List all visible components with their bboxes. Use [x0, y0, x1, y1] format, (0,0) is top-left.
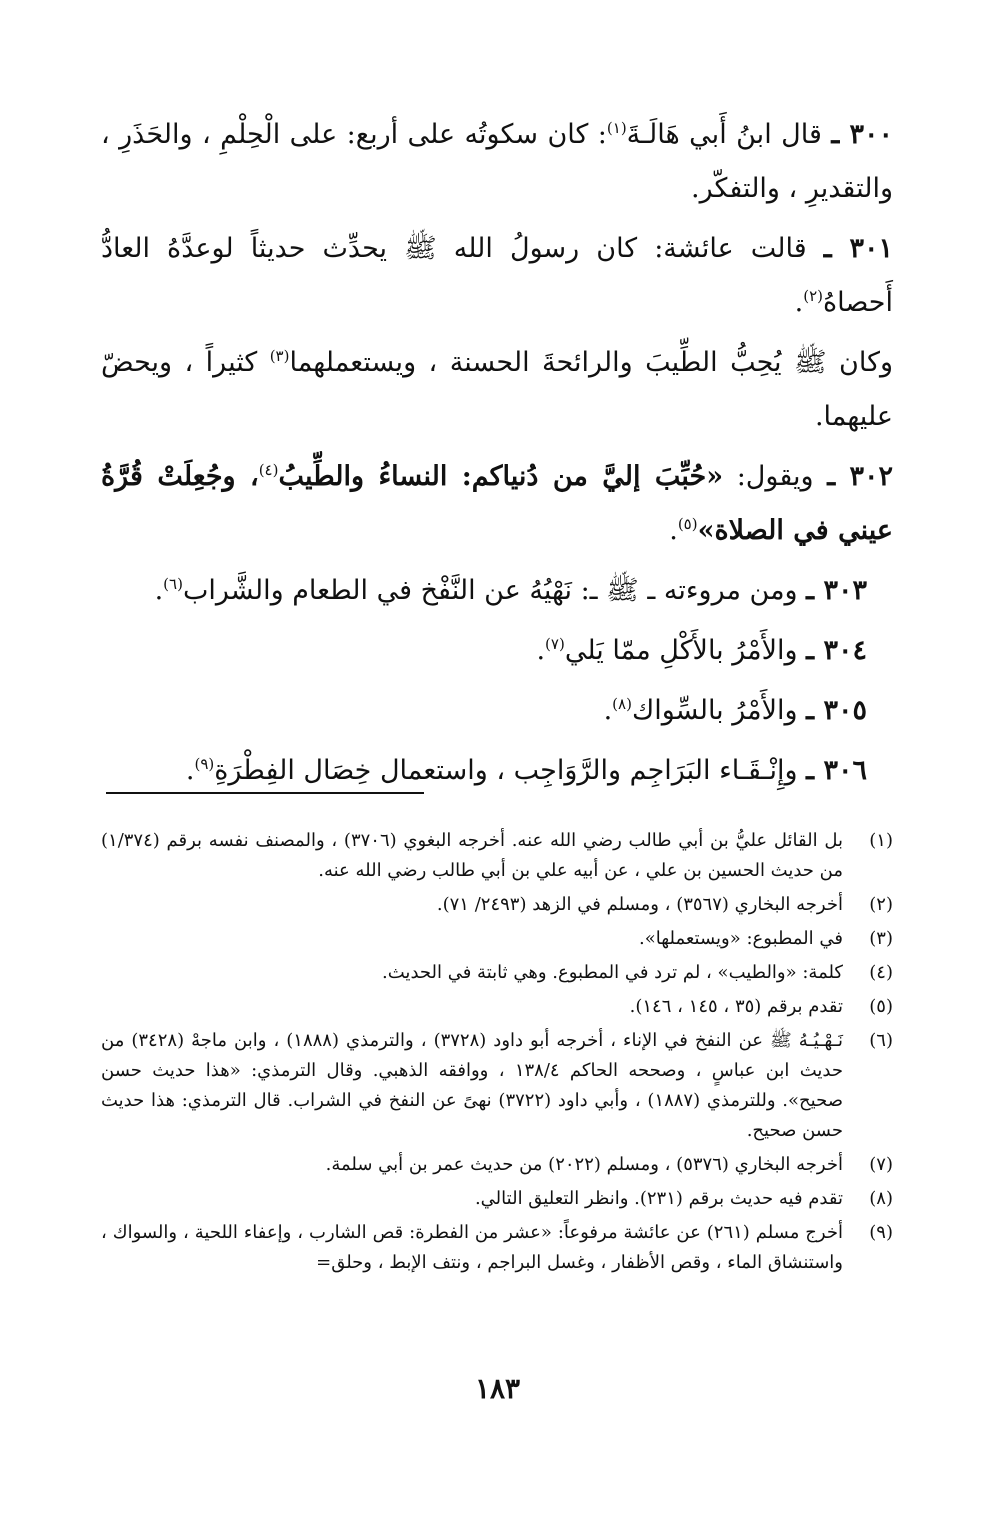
footnote-ref[interactable]: (٩)	[194, 755, 215, 773]
paragraph-number: ٣٠٢ ـ	[827, 461, 894, 492]
footnote-5	[101, 992, 893, 1022]
hadith-quote: «حُبِّبَ إليَّ من دُنياكم: النساءُ والطِّيبُ	[278, 461, 724, 492]
paragraph-text-rest: .	[794, 287, 804, 318]
footnote-number: (١)	[869, 830, 893, 851]
paragraph-text-rest: .	[603, 695, 613, 726]
footnote-text: بل القائل عليُّ بن أبي طالب رضي الله عنه. أخرجه البغوي (٣٧٠٦) ، والمصنف نفسه برقم (١/٣٧٤) من حديث الحسين بن علي ، عن أبيه علي بن أبي طالب رضي الله عنه.	[101, 830, 843, 881]
paragraph-number: ٣٠٥ ـ	[806, 695, 867, 726]
footnote-ref[interactable]: (٤)	[258, 461, 279, 479]
footnote-8	[101, 1184, 893, 1214]
paragraph-text-rest: .	[154, 575, 164, 606]
footnote-text: تقدم فيه حديث برقم (٢٣١). وانظر التعليق التالي.	[474, 1188, 843, 1209]
footnote-ref[interactable]: (١)	[606, 119, 627, 137]
paragraph-lead: ويقول:	[723, 461, 814, 492]
main-text	[101, 108, 893, 804]
footnote-ref[interactable]: (٥)	[677, 515, 698, 533]
footnote-divider	[106, 792, 424, 794]
footnote-number: (٧)	[869, 1154, 893, 1175]
footnote-2	[101, 890, 893, 920]
paragraph-306	[101, 744, 893, 798]
paragraph-text: وكان ﷺ يُحِبُّ الطِّيبَ والرائحةَ الحسنة ، ويستعملهما	[289, 347, 893, 378]
paragraph-301	[101, 222, 893, 330]
paragraph-text-rest: .	[536, 635, 546, 666]
footnote-number: (٦)	[869, 1030, 893, 1051]
footnote-9	[101, 1218, 893, 1278]
paragraph-text-rest: : كان سكوتُه على أربع: على الْحِلْمِ ، والحَذَرِ ، والتقديرِ ، والتفكّر.	[101, 119, 893, 204]
paragraph-number: ٣٠١ ـ	[823, 233, 893, 264]
footnote-number: (٣)	[869, 928, 893, 949]
footnote-3	[101, 924, 893, 954]
footnote-number: (٤)	[869, 962, 893, 983]
paragraph-300	[101, 108, 893, 216]
footnote-ref[interactable]: (٣)	[269, 347, 290, 365]
paragraph-text-rest: كثيراً ، ويحضّ عليهما.	[101, 347, 893, 432]
footnote-ref[interactable]: (٢)	[803, 287, 824, 305]
footnote-number: (٩)	[869, 1222, 893, 1243]
paragraph-number: ٣٠٦ ـ	[806, 755, 867, 786]
footnote-text: كلمة: «والطيب» ، لم ترد في المطبوع. وهي ثابتة في الحديث.	[382, 962, 843, 983]
hadith-quote-continued: ، وجُعِلَتْ قُرَّةُ عيني في الصلاة»	[101, 461, 893, 546]
footnote-number: (٥)	[869, 996, 893, 1017]
footnote-number: (٢)	[869, 894, 893, 915]
paragraph-text-rest: .	[185, 755, 195, 786]
paragraph-number: ٣٠٠ ـ	[831, 119, 894, 150]
paragraph-text: وإِنْـقَـاء البَرَاجِم والرَّوَاجِب ، واستعمال خِصَال الفِطْرَةِ	[214, 755, 798, 786]
paragraph-302	[101, 450, 893, 558]
paragraph-text: قالت عائشة: كان رسولُ الله ﷺ يحدِّث حديثاً لوعدَّهُ العادُّ أَحصاهُ	[101, 233, 893, 318]
footnote-4	[101, 958, 893, 988]
footnote-text: نَـهْـيُـهُ ﷺ عن النفخ في الإناء ، أخرجه أبو داود (٣٧٢٨) ، والترمذي (١٨٨٨) ، وابن ماجهْ (٣٤٢٨) من حديث ابن عباسٍ ، وصححه الحاكم ١٣٨/٤ ، ووافقه الذهبي. وقال الترمذي: «هذا حديث حسن صحيح». وللترمذي (١٨٨٧) ، وأبي داود (٣٧٢٢) نهىً عن النفخ في الشراب. قال الترمذي: هذا حديث حسن صحيح.	[101, 1030, 843, 1141]
paragraph-305	[101, 684, 893, 738]
footnote-text: تقدم برقم (٣٥ ، ١٤٥ ، ١٤٦).	[629, 996, 843, 1017]
footnote-1	[101, 826, 893, 886]
footnotes	[101, 826, 893, 1282]
paragraph-number: ٣٠٣ ـ	[806, 575, 867, 606]
paragraph-304	[101, 624, 893, 678]
paragraph-301-continued	[101, 336, 893, 444]
paragraph-text: ومن مروءته ـ ﷺ ـ: نَهْيُهُ عن النَّفْخ في الطعام والشَّراب	[182, 575, 798, 606]
paragraph-number: ٣٠٤ ـ	[806, 635, 867, 666]
page-number: ١٨٣	[474, 1372, 521, 1405]
footnote-text: أخرج مسلم (٢٦١) عن عائشة مرفوعاً: «عشر من الفطرة: قص الشارب ، وإعفاء اللحية ، والسواك ، واستنشاق الماء ، وقص الأظفار ، وغسل البراجم ، ونتف الإبط ، وحلق=	[101, 1222, 843, 1273]
paragraph-text: قال ابنُ أَبي هَالَـةَ	[626, 119, 822, 150]
footnote-text: في المطبوع: «ويستعملها».	[638, 928, 843, 949]
footnote-ref[interactable]: (٨)	[612, 695, 632, 713]
footnote-7	[101, 1150, 893, 1180]
paragraph-text: والأَمْرُ بالأَكْلِ ممّا يَلي	[564, 635, 798, 666]
footnote-number: (٨)	[869, 1188, 893, 1209]
footnote-text: أخرجه البخاري (٥٣٧٦) ، ومسلم (٢٠٢٢) من حديث عمر بن أبي سلمة.	[325, 1154, 843, 1175]
footnote-text: أخرجه البخاري (٣٥٦٧) ، ومسلم في الزهد (٢٤٩٣/ ٧١).	[436, 894, 843, 915]
footnote-ref[interactable]: (٦)	[163, 575, 183, 593]
paragraph-text: والأَمْرُ بالسِّواك	[631, 695, 798, 726]
paragraph-text-rest: .	[669, 515, 678, 546]
paragraph-303	[101, 564, 893, 618]
footnote-6	[101, 1026, 893, 1146]
footnote-ref[interactable]: (٧)	[545, 635, 565, 653]
